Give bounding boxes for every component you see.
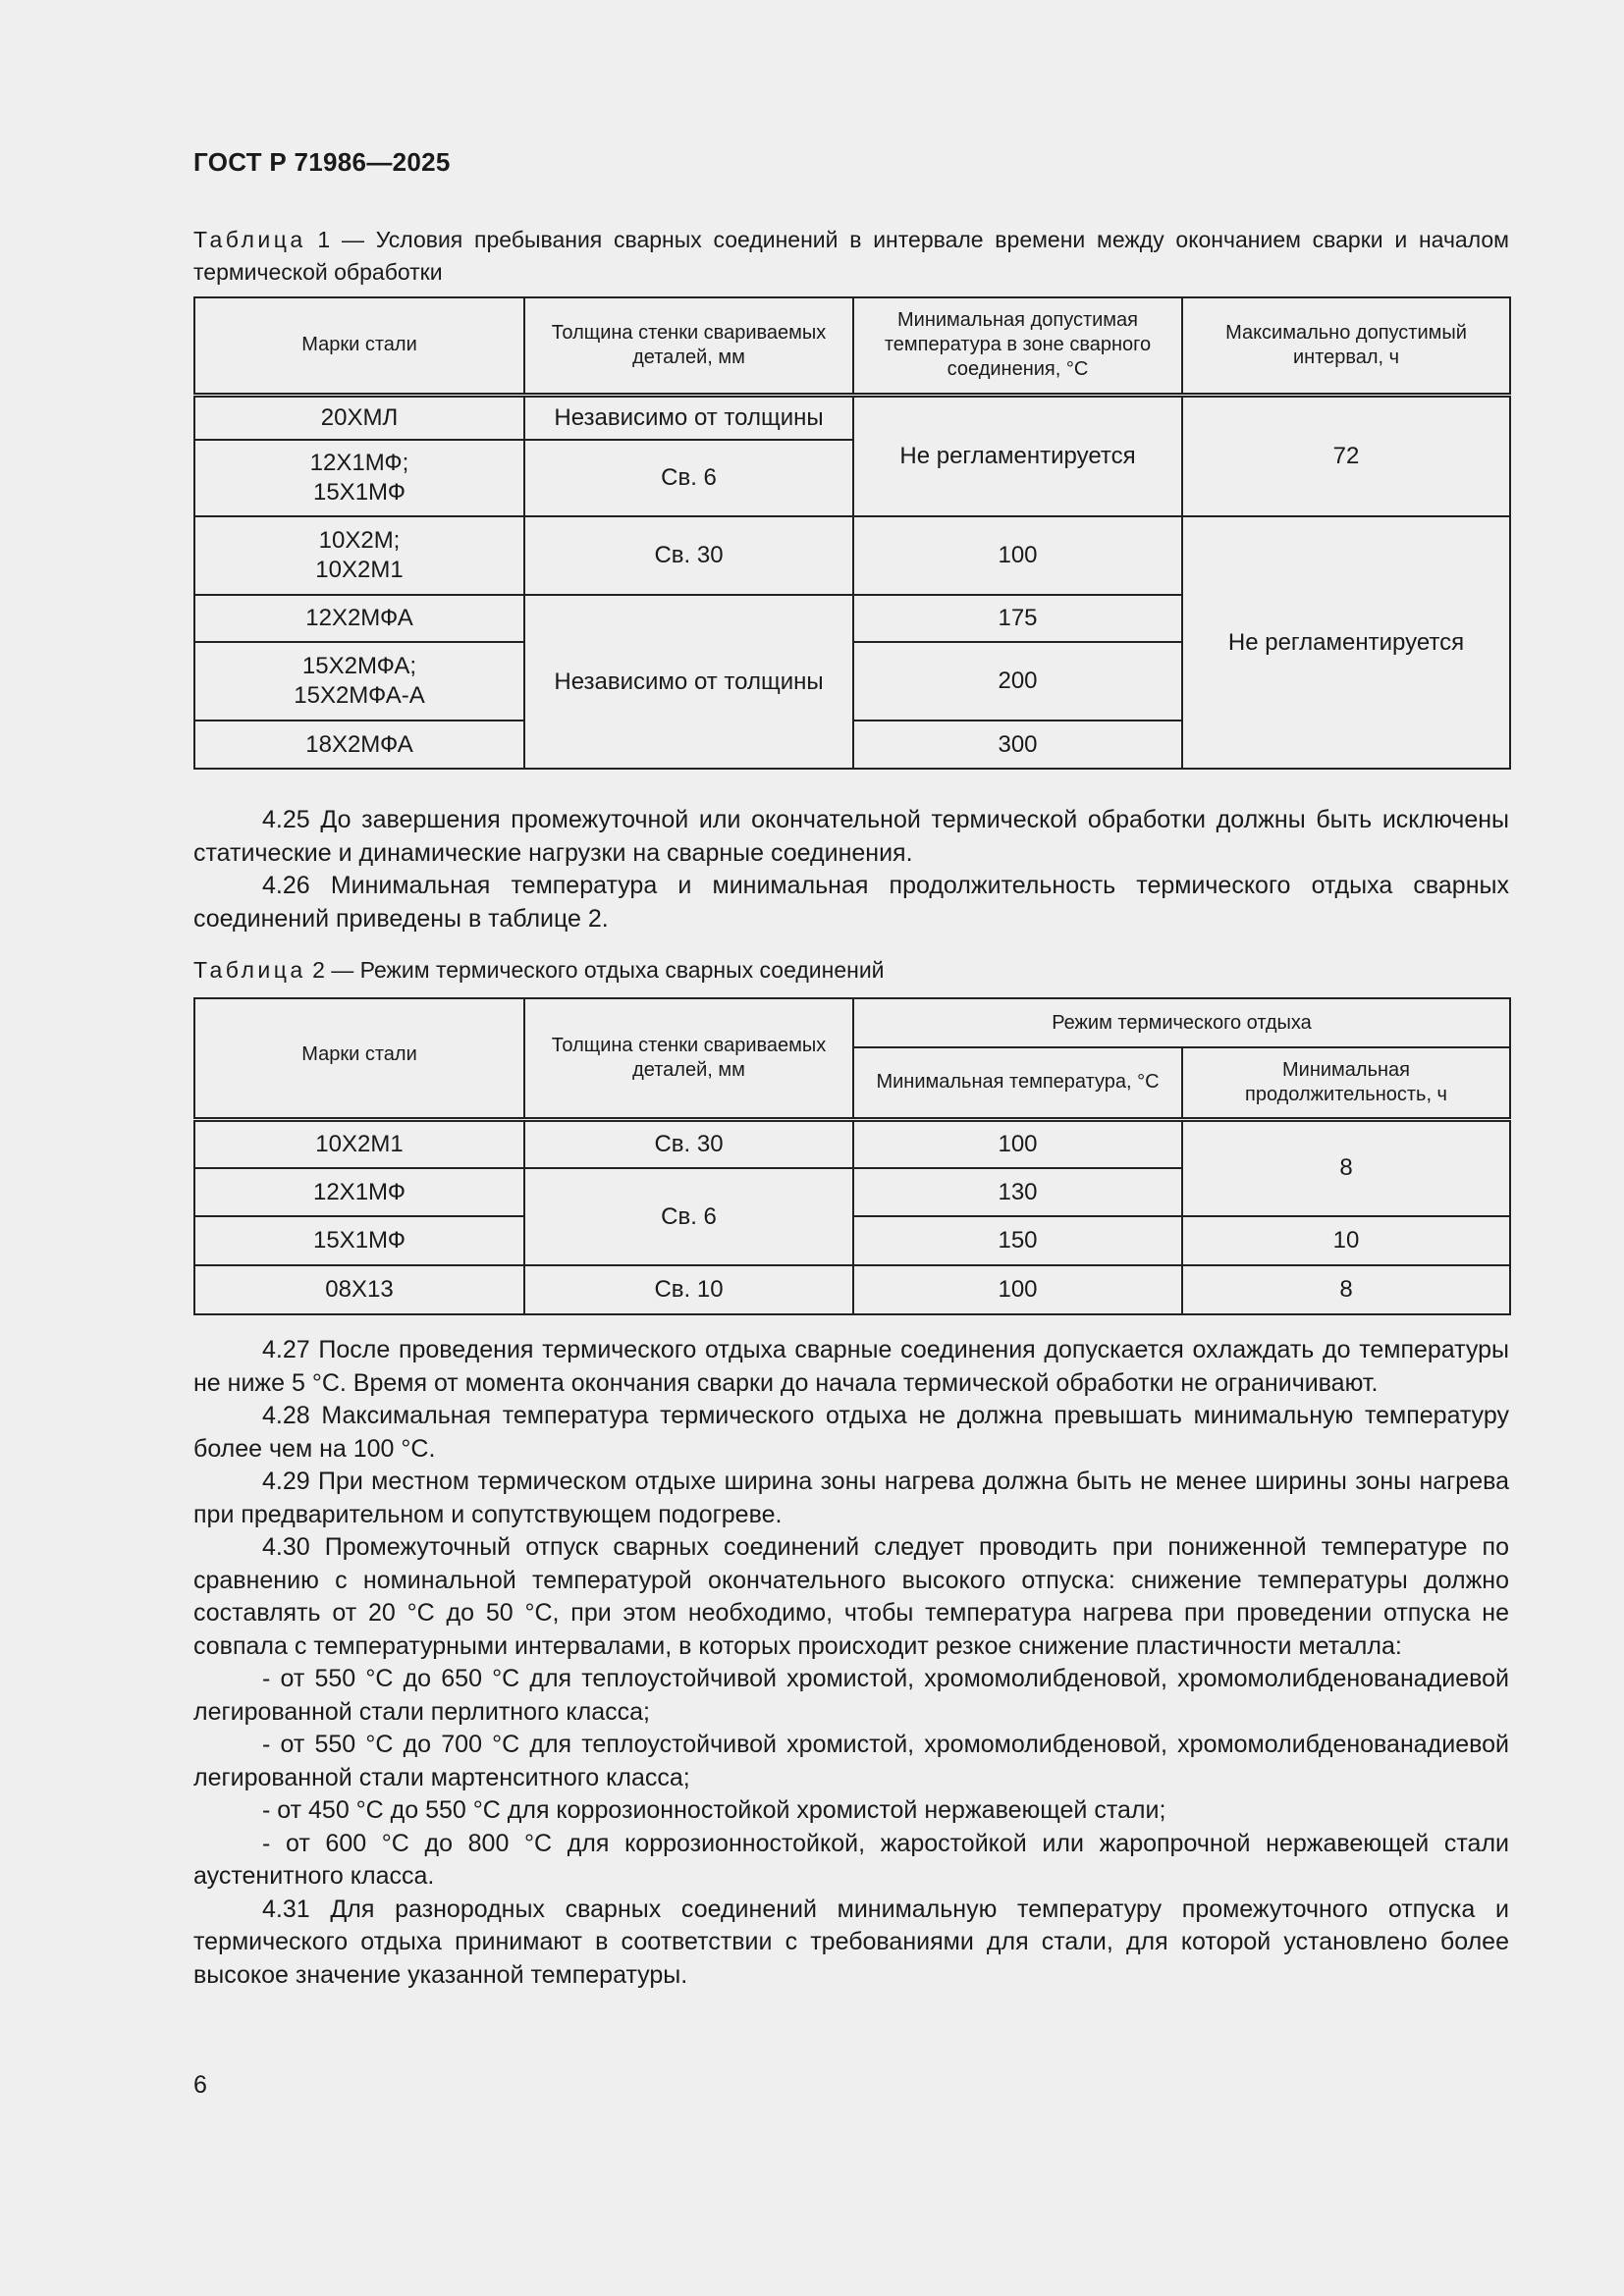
table1-cell: Независимо от толщины [524,395,853,440]
list-item: - от 550 °С до 700 °С для теплоустойчивой хромистой, хромомолибденовой, хромомолибденованадиевой легированной стали мартенситного класса; [193,1731,1509,1791]
table2-cell: 10Х2М1 [194,1119,524,1168]
table2-cell: 8 [1182,1265,1510,1314]
table1-cell: Не регламентируется [853,395,1182,516]
table2-cell: 12Х1МФ [194,1168,524,1216]
list-item: - от 450 °С до 550 °С для коррозионностойкой хромистой нержавеющей стали; [262,1796,1166,1824]
table2-header-cell: Толщина стенки свариваемых деталей, мм [524,998,853,1119]
table2-header-cell: Минимальная температура, °С [853,1047,1182,1119]
table2-cell: Св. 30 [524,1119,853,1168]
steel-grade: 10Х2М; [318,527,401,554]
table1-cell: 200 [853,642,1182,721]
table2-cell: 100 [853,1265,1182,1314]
paragraph: 4.26 Минимальная температура и минимальная продолжительность термического отдыха сварных соединений приведены в таблице 2. [193,872,1509,933]
table2-label: Таблица [193,957,306,983]
table1-cell: Не регламентируется [1182,516,1510,769]
table1-header-row [194,297,1510,395]
table2-cell: 15Х1МФ [194,1216,524,1265]
table-row [194,395,1510,440]
table1-cell [194,642,524,721]
table1-header-cell: Толщина стенки свариваемых деталей, мм [524,297,853,395]
table2-cell: 130 [853,1168,1182,1216]
table2-caption [193,954,1509,987]
table1-cell: 18Х2МФА [194,721,524,769]
table2-header-cell: Минимальная продолжительность, ч [1182,1047,1510,1119]
table1-header-cell: Марки стали [194,297,524,395]
table2-caption-text: 2 — Режим термического отдыха сварных соединений [305,957,885,983]
table1-header-cell: Минимальная допустимая температура в зоне сварного соединения, °С [853,297,1182,395]
paragraph: 4.30 Промежуточный отпуск сварных соединений следует проводить при пониженной температуре по сравнению с номинальной температурой окончательного высокого отпуска: снижение температуры должно составлять от 20 °С до 50 °С, при этом необходимо, чтобы температура нагрева при проведении отпуска не совпала с температурными интервалами, в которых происходит резкое снижение пластичности металла: [193,1533,1509,1660]
paragraph-block-2 [193,1334,1509,1992]
table1-cell: 12Х2МФА [194,595,524,642]
document-header: ГОСТ Р 71986—2025 [193,147,451,177]
paragraph: 4.29 При местном термическом отдыхе ширина зоны нагрева должна быть не менее ширины зоны нагрева при предварительном и сопутствующем подогреве. [193,1468,1509,1528]
paragraph: 4.28 Максимальная температура термического отдыха не должна превышать минимальную температуру более чем на 100 °С. [193,1402,1509,1463]
page-number: 6 [193,2071,207,2099]
steel-grade: 15Х1МФ [312,479,406,506]
paragraph-block-1 [193,804,1509,935]
table2-header-row [194,998,1510,1047]
table1-cell: 300 [853,721,1182,769]
table1-cell: Независимо от толщины [524,595,853,769]
table1-cell: 72 [1182,395,1510,516]
table2-cell: 8 [1182,1119,1510,1216]
table1-label: Таблица [193,227,306,252]
table2-cell: 100 [853,1119,1182,1168]
table2-cell: 150 [853,1216,1182,1265]
table1-cell: 100 [853,516,1182,595]
paragraph: 4.31 Для разнородных сварных соединений минимальную температуру промежуточного отпуска и термического отдыха принимают в соответствии с требованиями для стали, для которой установлено более высокое значение указанной температуры. [193,1895,1509,1989]
table2-cell: 10 [1182,1216,1510,1265]
table2 [193,997,1511,1315]
table1-cell: 20ХМЛ [194,395,524,440]
paragraph: 4.27 После проведения термического отдыха сварные соединения допускается охлаждать до температуры не ниже 5 °С. Время от момента окончания сварки до начала термической обработки не ограничивают. [193,1336,1509,1397]
table1-cell [194,440,524,516]
table2-cell: Св. 6 [524,1168,853,1265]
table1-cell: Св. 30 [524,516,853,595]
table-row [194,1119,1510,1168]
table2-header-cell: Марки стали [194,998,524,1119]
table1-caption [193,224,1509,289]
list-item: - от 600 °С до 800 °С для коррозионностойкой, жаростойкой или жаропрочной нержавеющей стали аустенитного класса. [193,1829,1509,1890]
steel-grade: 10Х2М1 [315,557,404,583]
table-row [194,1265,1510,1314]
table2-cell: Св. 10 [524,1265,853,1314]
table2-header-cell: Режим термического отдыха [853,998,1510,1047]
steel-grade: 15Х2МФА; [301,653,417,679]
table1-cell: 175 [853,595,1182,642]
table1-cell [194,516,524,595]
list-item: - от 550 °С до 650 °С для теплоустойчивой хромистой, хромомолибденовой, хромомолибденованадиевой легированной стали перлитного класса; [193,1665,1509,1726]
table1-cell: Св. 6 [524,440,853,516]
table1-caption-text: 1 — Условия пребывания сварных соединений в интервале времени между окончанием сварки и началом термической обработки [193,227,1509,285]
paragraph: 4.25 До завершения промежуточной или окончательной термической обработки должны быть исключены статические и динамические нагрузки на сварные соединения. [193,806,1509,867]
table1 [193,296,1511,770]
table1-header-cell: Максимально допустимый интервал, ч [1182,297,1510,395]
table2-cell: 08Х13 [194,1265,524,1314]
table-row [194,516,1510,595]
steel-grade: 12Х1МФ; [309,450,409,476]
steel-grade: 15Х2МФА-А [294,682,425,709]
